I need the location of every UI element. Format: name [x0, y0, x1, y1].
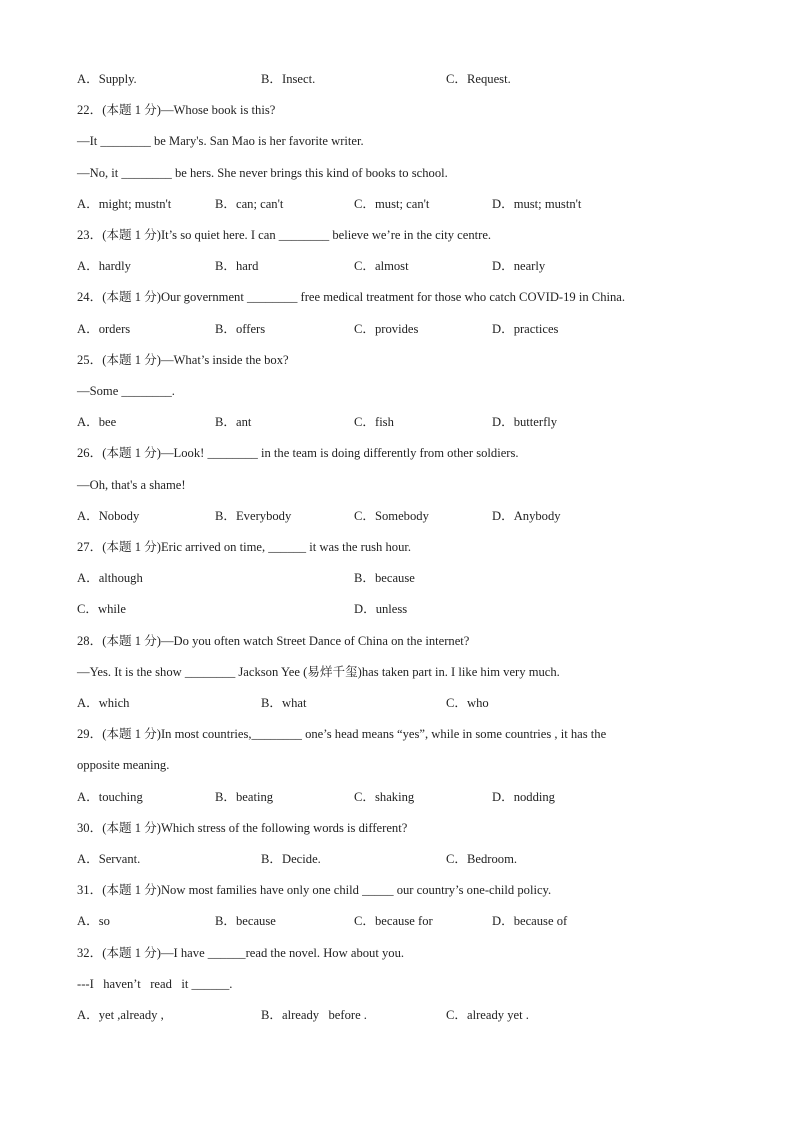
q22-line-3: —No, it ________ be hers. She never brings this kind of books to school. — [77, 166, 448, 180]
q24-option-a[interactable]: A．orders — [77, 322, 131, 336]
q31-stem: 31．(本题 1 分)Now most families have only one child _____ our country’s one-child policy. — [77, 883, 552, 897]
q26-line-2: —Oh, that's a shame! — [77, 478, 186, 492]
q22-line-2: —It ________ be Mary's. San Mao is her favorite writer. — [77, 134, 364, 148]
q23-option-c[interactable]: C．almost — [354, 259, 409, 273]
q24-option-d[interactable]: D．practices — [492, 322, 559, 336]
q28-option-c[interactable]: C．who — [446, 696, 489, 710]
q24-option-b[interactable]: B．offers — [215, 322, 266, 336]
q22-option-a[interactable]: A．might; mustn't — [77, 197, 172, 211]
q22-option-d[interactable]: D．must; mustn't — [492, 197, 582, 211]
q23-option-b[interactable]: B．hard — [215, 259, 259, 273]
q32-stem: 32．(本题 1 分)—I have ______read the novel. How about you. — [77, 946, 405, 960]
q27-option-a[interactable]: A．although — [77, 571, 143, 585]
q27-option-d[interactable]: D．unless — [354, 602, 408, 616]
q26-option-a[interactable]: A．Nobody — [77, 509, 140, 523]
q29-option-a[interactable]: A．touching — [77, 790, 143, 804]
q22-option-b[interactable]: B．can; can't — [215, 197, 284, 211]
q21-option-c[interactable]: C．Request. — [446, 72, 511, 86]
q26-stem: 26．(本题 1 分)—Look! ________ in the team is doing differently from other soldiers. — [77, 446, 519, 460]
q23-stem: 23．(本题 1 分)It’s so quiet here. I can ________ believe we’re in the city centre. — [77, 228, 492, 242]
q26-option-c[interactable]: C．Somebody — [354, 509, 429, 523]
q27-option-c[interactable]: C．while — [77, 602, 126, 616]
q32-option-b[interactable]: B．already before . — [261, 1008, 367, 1022]
q26-option-d[interactable]: D．Anybody — [492, 509, 561, 523]
q28-line-2: —Yes. It is the show ________ Jackson Yee (易烊千玺)has taken part in. I like him very much. — [77, 665, 560, 679]
q31-option-a[interactable]: A．so — [77, 914, 110, 928]
q26-option-b[interactable]: B．Everybody — [215, 509, 292, 523]
q27-stem: 27．(本题 1 分)Eric arrived on time, ______ it was the rush hour. — [77, 540, 412, 554]
q25-option-b[interactable]: B．ant — [215, 415, 252, 429]
q29-stem: 29．(本题 1 分)In most countries,________ one’s head means “yes”, while in some countries , it has the — [77, 727, 607, 741]
q30-option-c[interactable]: C．Bedroom. — [446, 852, 518, 866]
q28-option-a[interactable]: A．which — [77, 696, 130, 710]
q30-option-b[interactable]: B．Decide. — [261, 852, 321, 866]
q25-option-a[interactable]: A．bee — [77, 415, 117, 429]
q22-stem: 22．(本题 1 分)—Whose book is this? — [77, 103, 276, 117]
q28-stem: 28．(本题 1 分)—Do you often watch Street Dance of China on the internet? — [77, 634, 470, 648]
q29-option-c[interactable]: C．shaking — [354, 790, 415, 804]
q32-option-a[interactable]: A．yet ,already , — [77, 1008, 164, 1022]
q27-option-b[interactable]: B．because — [354, 571, 415, 585]
q24-stem: 24．(本题 1 分)Our government ________ free medical treatment for those who catch COVID-19 in China. — [77, 290, 626, 304]
q32-line-2: ---I haven’t read it ______. — [77, 977, 233, 991]
q25-line-2: —Some ________. — [77, 384, 175, 398]
q31-option-b[interactable]: B．because — [215, 914, 276, 928]
q31-option-c[interactable]: C．because for — [354, 914, 433, 928]
q29-line-2: opposite meaning. — [77, 758, 170, 772]
q28-option-b[interactable]: B．what — [261, 696, 307, 710]
q31-option-d[interactable]: D．because of — [492, 914, 568, 928]
q30-stem: 30．(本题 1 分)Which stress of the following words is different? — [77, 821, 408, 835]
q23-option-a[interactable]: A．hardly — [77, 259, 131, 273]
q25-option-c[interactable]: C．fish — [354, 415, 394, 429]
q29-option-d[interactable]: D．nodding — [492, 790, 555, 804]
q24-option-c[interactable]: C．provides — [354, 322, 419, 336]
q30-option-a[interactable]: A．Servant. — [77, 852, 141, 866]
q22-option-c[interactable]: C．must; can't — [354, 197, 430, 211]
q29-option-b[interactable]: B．beating — [215, 790, 274, 804]
q25-option-d[interactable]: D．butterfly — [492, 415, 558, 429]
q23-option-d[interactable]: D．nearly — [492, 259, 546, 273]
q21-option-a[interactable]: A．Supply. — [77, 72, 137, 86]
q21-option-b[interactable]: B．Insect. — [261, 72, 316, 86]
q25-stem: 25．(本题 1 分)—What’s inside the box? — [77, 353, 289, 367]
q32-option-c[interactable]: C．already yet . — [446, 1008, 529, 1022]
